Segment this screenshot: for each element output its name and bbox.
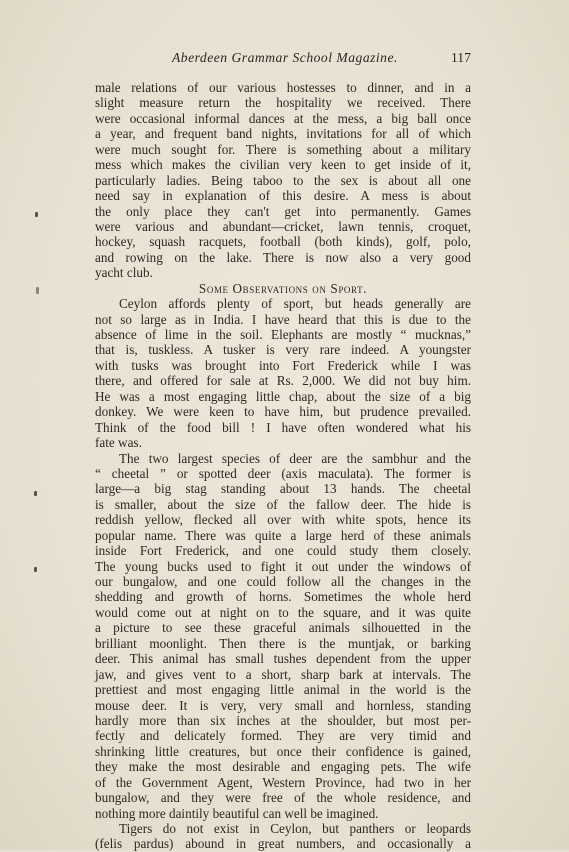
text-line: absence of lime in the soil. Elephants are mostly “ mucknas,” (95, 327, 471, 342)
text-line: Tigers do not exist in Ceylon, but panthers or leopards (119, 821, 471, 836)
text-line: the only place they can't get into permanently. Games (95, 203, 471, 219)
text-line: slight measure return the hospitality we received. There (95, 95, 471, 111)
text-line: popular name. There was quite a large herd of these animals (95, 527, 471, 543)
text-line: donkey. We were keen to have him, but prudence prevailed. (95, 404, 471, 420)
text-line: fectly and delicately formed. They are very timid and (95, 728, 471, 744)
text-line: that is, tuskless. A tusker is very rare indeed. A youngster (95, 342, 471, 358)
text-line: and rowing on the lake. There is now also a very good (95, 249, 471, 265)
text-line: shrinking little creatures, but once their confidence is gained, (95, 743, 471, 759)
text-line: would come out at night on to the square, and it was quite (95, 604, 471, 620)
text-line: inside Fort Frederick, and one could study them closely. (95, 543, 471, 559)
margin-mark (34, 567, 37, 572)
text-line: Think of the food bill ! I have often wondered what his (95, 419, 471, 435)
text-line: yacht club. (95, 265, 153, 281)
text-line: were various and abundant—cricket, lawn tennis, croquet, (95, 218, 471, 234)
text-line: deer. This animal has small tushes dependent from the upper (95, 651, 471, 667)
text-line: hardly more than six inches at the shoulder, but most per- (95, 712, 471, 728)
text-line: were much sought for. There is something about a military (95, 141, 471, 157)
text-line: large—a big stag standing about 13 hands. The cheetal (95, 481, 471, 497)
text-line: male relations of our various hostesses to dinner, and in a (95, 80, 471, 95)
running-title: Aberdeen Grammar School Magazine. (172, 50, 398, 65)
text-line: hockey, squash racquets, football (both kinds), golf, polo, (95, 234, 471, 250)
margin-mark (36, 287, 39, 294)
text-line: jaw, and gives vent to a short, sharp bark at intervals. The (95, 666, 471, 682)
text-line: a picture to see these graceful animals silhouetted in the (95, 620, 471, 636)
text-line: our bungalow, and one could follow all the changes in the (95, 574, 471, 589)
text-line: (felis pardus) abound in great numbers, and occasionally a (95, 836, 471, 852)
page-header (0, 50, 569, 70)
text-line: they make the most desirable and engaging pets. The wife (95, 759, 471, 775)
page-number: 117 (451, 50, 471, 65)
article-body (95, 80, 471, 852)
text-line: brilliant moonlight. Then there is the muntjak, or barking (95, 635, 471, 651)
text-line: The young bucks used to fight it out under the windows of (95, 558, 471, 574)
text-line: nothing more daintily beautiful can well be imagined. (95, 805, 379, 821)
text-line: Ceylon affords plenty of sport, but heads generally are (119, 296, 471, 312)
text-line: reddish yellow, flecked all over with white spots, hence its (95, 512, 471, 528)
text-line: prettiest and most engaging little animal in the world is the (95, 682, 471, 698)
margin-mark (34, 491, 37, 496)
text-line: not so large as in India. I have heard that this is due to the (95, 311, 471, 327)
text-line: need say in explanation of this desire. A mess is about (95, 188, 471, 204)
text-line: bungalow, and they were free of the whole residence, and (95, 790, 471, 806)
text-line: fate was. (95, 435, 142, 451)
text-line: The two largest species of deer are the sambhur and the (119, 450, 471, 466)
text-line: particularly ladies. Being taboo to the sex is about all one (95, 172, 471, 188)
margin-mark (35, 212, 38, 217)
text-line: of the Government Agent, Western Province, had two in her (95, 774, 471, 790)
text-line: there, and offered for sale at Rs. 2,000. We did not buy him. (95, 373, 471, 389)
text-line: “ cheetal ” or spotted deer (axis maculata). The former is (95, 465, 471, 481)
text-line: a year, and frequent band nights, invitations for all of which (95, 126, 471, 142)
section-heading: Some Observations on Sport. (198, 280, 368, 296)
text-line: is smaller, about the size of the fallow deer. The hide is (95, 496, 471, 512)
text-line: were occasional informal dances at the mess, a big ball once (95, 110, 471, 126)
text-line: He was a most engaging little chap, about the size of a big (95, 388, 471, 404)
text-line: with tusks was brought into Fort Frederick while I was (95, 357, 471, 373)
text-line: mouse deer. It is very, very small and hornless, standing (95, 697, 471, 713)
text-line: shedding and growth of horns. Sometimes the whole herd (95, 589, 471, 605)
text-line: mess which makes the civilian very keen to get inside of it, (95, 157, 471, 173)
